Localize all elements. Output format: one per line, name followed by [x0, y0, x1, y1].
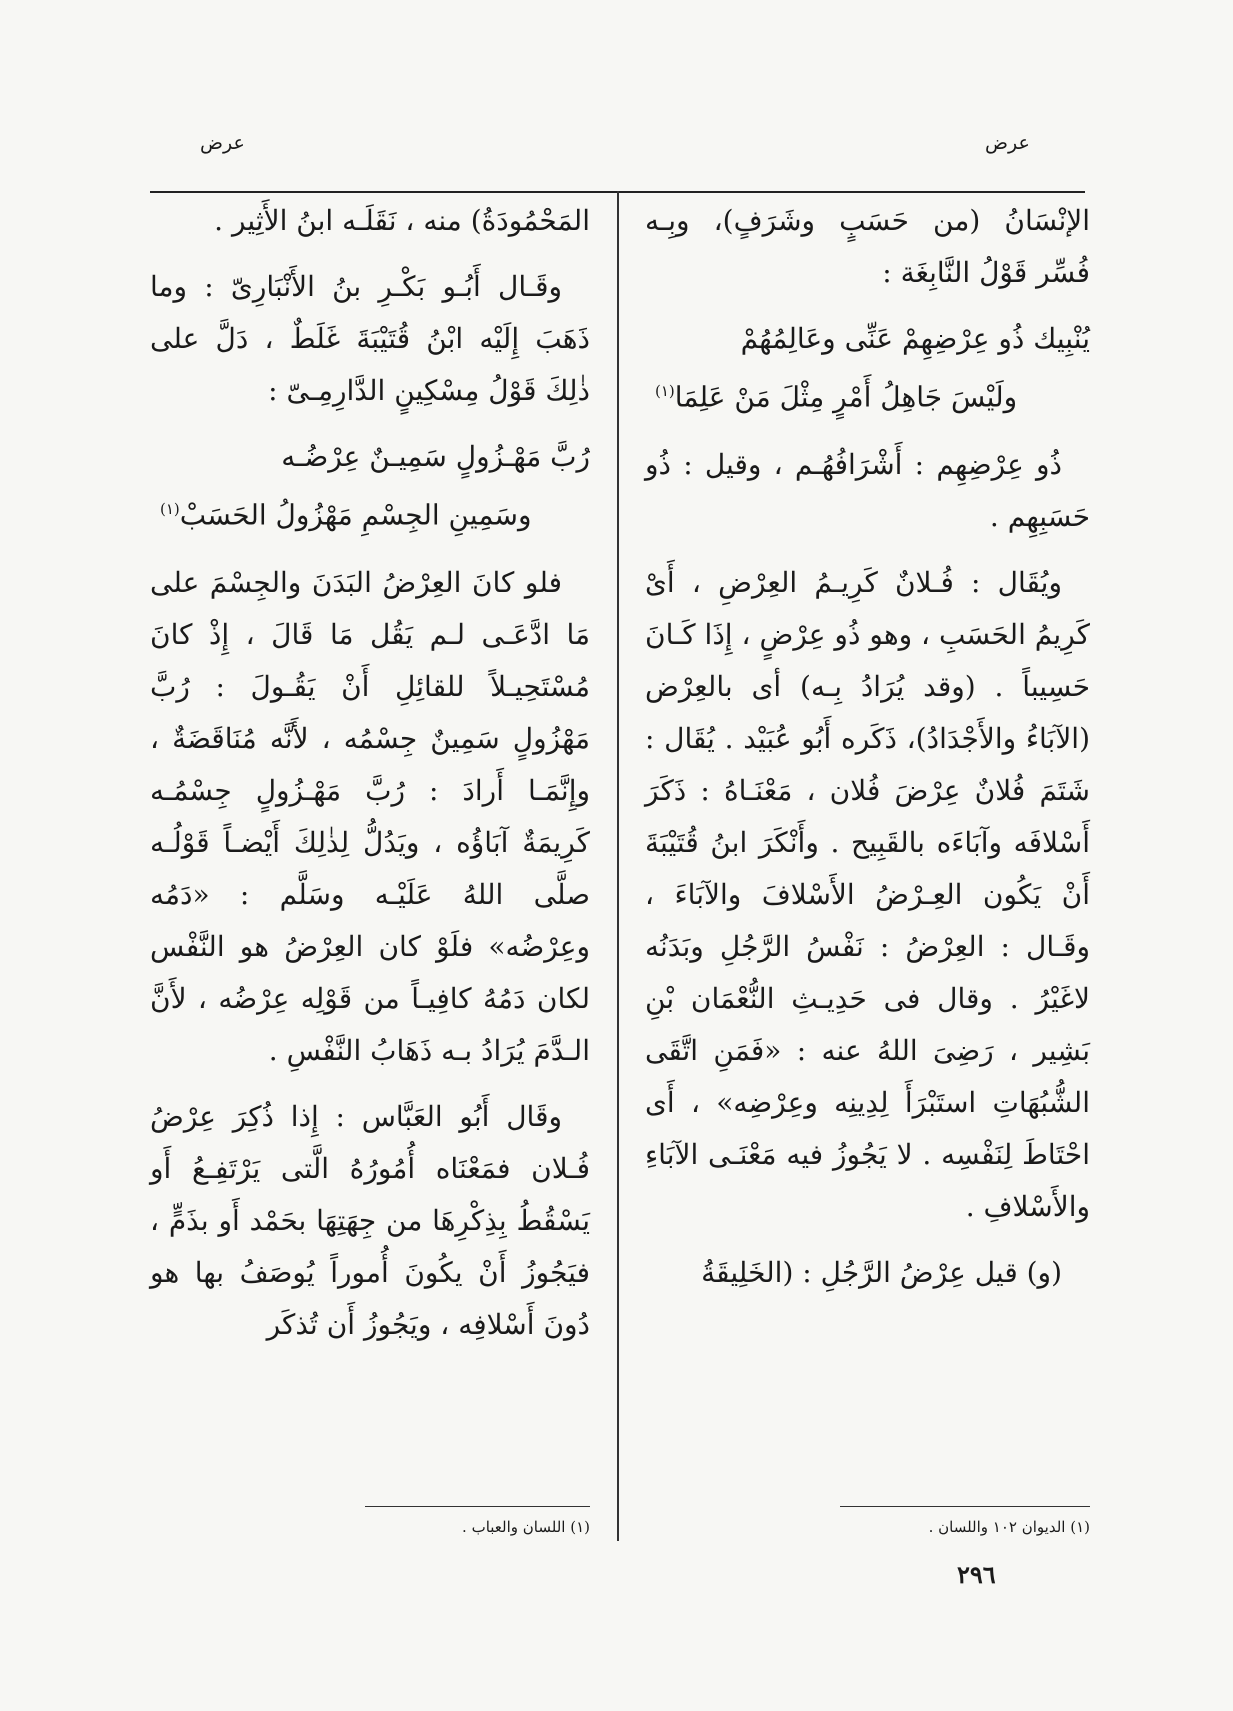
footnote-rule-right	[840, 1506, 1090, 1507]
right-paragraph-1: الإنْسَانُ (من حَسَبٍ وشَرَفٍ)، وبِـه فُسِّر قَوْلُ النَّابِغَة :	[645, 204, 1090, 289]
right-paragraph-2: ذُو عِرْضِهِم : أَشْرَافُهُـم ، وقيل : ذُو حَسَبِهِم .	[645, 448, 1090, 534]
page-number: ٢٩٦	[957, 1560, 996, 1589]
left-paragraph-1: المَحْمُودَةُ) منه ، نَقَلَـه ابنُ الأَثِير .	[214, 204, 590, 237]
right-paragraph-3: ويُقَال : فُـلانٌ كَرِيـمُ العِرْضِ ، أَىْ كَرِيمُ الحَسَبِ ، وهو ذُو عِرْضٍ ، إِذَا كَـانَ حَسِيباً . (وقد يُرَادُ بِـه) أى بالعِرْض (الآبَاءُ والأَجْدَادُ)، ذَكَره أَبُو عُبَيْد . يُقَال : شَتَمَ فُلانٌ عِرْضَ فُلان ، مَعْنَـاهُ : ذَكَرَ أَسْلافَه وآبَاءَه بالقَبِيح . وأَنْكَرَ ابنُ قُتَيْبَةَ أَنْ يَكُون العِـرْضُ الأَسْلافَ والآبَاءَ ، وقَـال : العِرْضُ : نَفْسُ الرَّجُلِ وبَدَنُه لاغَيْرُ . وقال فى حَدِيـثِ النُّعْمَان بْنِ بَشِير ، رَضِىَ اللهُ عنه : «فَمَنِ اتَّقَى الشُّبُهَاتِ استَبْرَأَ لِدِينِه وعِرْضِه» ، أَى احْتَاطَ لِنَفْسِه . لا يَجُوزُ فيه مَعْنَـى الآبَاءِ والأَسْلافِ .	[645, 566, 1090, 1224]
headword-left: عرض	[200, 132, 245, 154]
right-verse-line-2-wrap	[645, 365, 1090, 423]
right-verse-line-2: ولَيْسَ جَاهِلُ أَمْرٍ مِثْلَ مَنْ عَلِمَا	[674, 380, 1018, 414]
left-column	[150, 195, 590, 1365]
right-paragraph-4: (و) قيل عِرْضُ الرَّجُلِ : (الخَلِيقَةُ	[701, 1256, 1062, 1290]
left-verse-footnote-mark: (١)	[160, 500, 180, 518]
left-verse-line-2: وسَمِينِ الجِسْمِ مَهْزُولُ الحَسَبْ	[179, 498, 532, 532]
left-paragraph-4: وقَال أَبُو العَبَّاس : إِذا ذُكِرَ عِرْضُ فُـلان فمَعْنَاه أُمُورُهُ الَّتى يَرْتَفِـعُ أَو يَسْقُطُ بِذِكْرِهَا من جِهَتِهَا بحَمْد أَو بذَمٍّ ، فيَجُوزُ أَنْ يكُونَ أُموراً يُوصَفُ بها هو دُونَ أَسْلافِه ، ويَجُوزُ أَن تُذكَر	[150, 1100, 590, 1342]
right-verse-line-1: يُنْبِيك ذُو عِرْضِهِمْ عَنِّى وعَالِمُهُمْ	[740, 322, 1090, 355]
left-verse-line-1: رُبَّ مَهْـزُولٍ سَمِيـنٌ عِرْضُـه	[281, 440, 590, 473]
left-verse-line-2-wrap	[150, 483, 590, 541]
footnote-rule-left	[365, 1506, 590, 1507]
column-divider	[617, 191, 619, 1541]
footnote-left: (١) اللسان والعباب .	[462, 1518, 590, 1536]
right-verse-footnote-mark: (١)	[655, 382, 675, 400]
headword-right: عرض	[985, 132, 1030, 154]
footnote-right: (١) الديوان ١٠٢ واللسان .	[928, 1518, 1090, 1536]
left-paragraph-2: وقَـال أَبُـو بَكْـرِ بنُ الأَنْبَارِىّ : وما ذَهَبَ إِلَيْه ابْنُ قُتَيْبَةَ غَلَطٌ ، دَلَّ على ذٰلِكَ قَوْلُ مِسْكِينٍ الدَّارِمِـىّ :	[150, 270, 590, 407]
left-verse	[150, 431, 590, 541]
right-column	[645, 195, 1090, 1313]
right-verse	[645, 313, 1090, 423]
left-paragraph-3: فلو كانَ العِرْضُ البَدَنَ والجِسْمَ على مَا ادَّعَـى لـم يَقُل مَا قَالَ ، إِذْ كانَ مُسْتَحِيـلاً للقائِلِ أَنْ يَقُـولَ : رُبَّ مَهْزُولٍ سَمِينٌ جِسْمُه ، لأَنَّه مُنَاقَضَةٌ ، وإِنَّمَـا أَرادَ : رُبَّ مَهْـزُولٍ جِسْمُـه كَرِيمَةٌ آبَاؤُه ، ويَدُلُّ لِذٰلِكَ أَيْضـاً قَوْلُـه صلَّى اللهُ عَلَيْـه وسَلَّم : «دَمُه وعِرْضُه» فلَوْ كان العِرْضُ هو النَّفْس لكان دَمُهُ كافِيـاً من قَوْلِه عِرْضُه ، لأَنَّ الـدَّمَ يُرَادُ بـه ذَهَابُ النَّفْسِ .	[150, 566, 590, 1068]
